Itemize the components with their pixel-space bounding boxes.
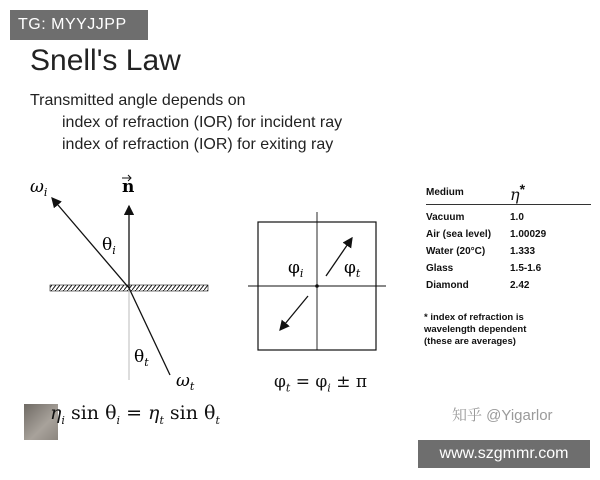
table-row	[426, 226, 591, 243]
site-url-badge: www.szgmmr.com	[418, 440, 590, 468]
medium-cell: Water (20°C)	[426, 246, 486, 257]
zhihu-watermark: 知乎 @Yigarlor	[452, 407, 553, 424]
footnote-line-1: * index of refraction is	[424, 312, 524, 323]
medium-cell: Vacuum	[426, 212, 465, 223]
table-row	[426, 260, 591, 277]
incident-ray	[52, 198, 129, 288]
ior-value-cell: 1.333	[510, 246, 536, 257]
ior-value-cell: 1.00029	[510, 229, 547, 240]
ior-value-cell: 1.0	[510, 212, 524, 223]
azimuth-diagram	[248, 210, 388, 360]
ior-value-cell: 2.42	[510, 280, 530, 291]
slide-line-3: index of refraction (IOR) for exiting ray	[62, 136, 334, 153]
footnote-line-3: (these are averages)	[424, 336, 516, 347]
incident-arrow	[280, 296, 308, 330]
ior-table	[426, 180, 591, 294]
telegram-badge: TG: MYYJJPP	[10, 10, 148, 40]
slide-line-1: Transmitted angle depends on	[30, 92, 246, 109]
footnote-line-2: wavelength dependent	[424, 324, 527, 335]
omega-t-label: $\omega_t$	[176, 371, 195, 393]
refraction-diagram	[0, 170, 240, 400]
origin-dot	[315, 284, 319, 288]
medium-cell: Glass	[426, 263, 454, 274]
ior-value-cell: 1.5-1.6	[510, 263, 542, 274]
slide-title: Snell's Law	[30, 44, 181, 77]
azimuth-formula: $\varphi_t = \varphi_i \pm \pi$	[274, 372, 368, 395]
table-row	[426, 209, 591, 226]
slide-line-2: index of refraction (IOR) for incident ray	[62, 114, 343, 131]
omega-i-label: $\omega_i$	[30, 177, 48, 199]
theta-i-label: $\theta_i$	[102, 235, 116, 257]
phi-i-label: $\varphi_i$	[288, 258, 304, 280]
normal-label: n	[122, 177, 135, 197]
table-header	[426, 180, 591, 205]
medium-cell: Diamond	[426, 280, 469, 291]
medium-cell: Air (sea level)	[426, 229, 492, 240]
footnote	[424, 312, 594, 348]
phi-t-label: $\varphi_t$	[344, 258, 361, 280]
theta-t-label: $\theta_t$	[134, 347, 149, 369]
header-eta: η*	[510, 180, 526, 204]
table-row	[426, 277, 591, 294]
snell-formula: $\eta_i$ $\sin \theta_i = \eta_t$ $\sin \theta_t$	[50, 402, 220, 427]
header-medium: Medium	[426, 186, 464, 198]
table-row	[426, 243, 591, 260]
